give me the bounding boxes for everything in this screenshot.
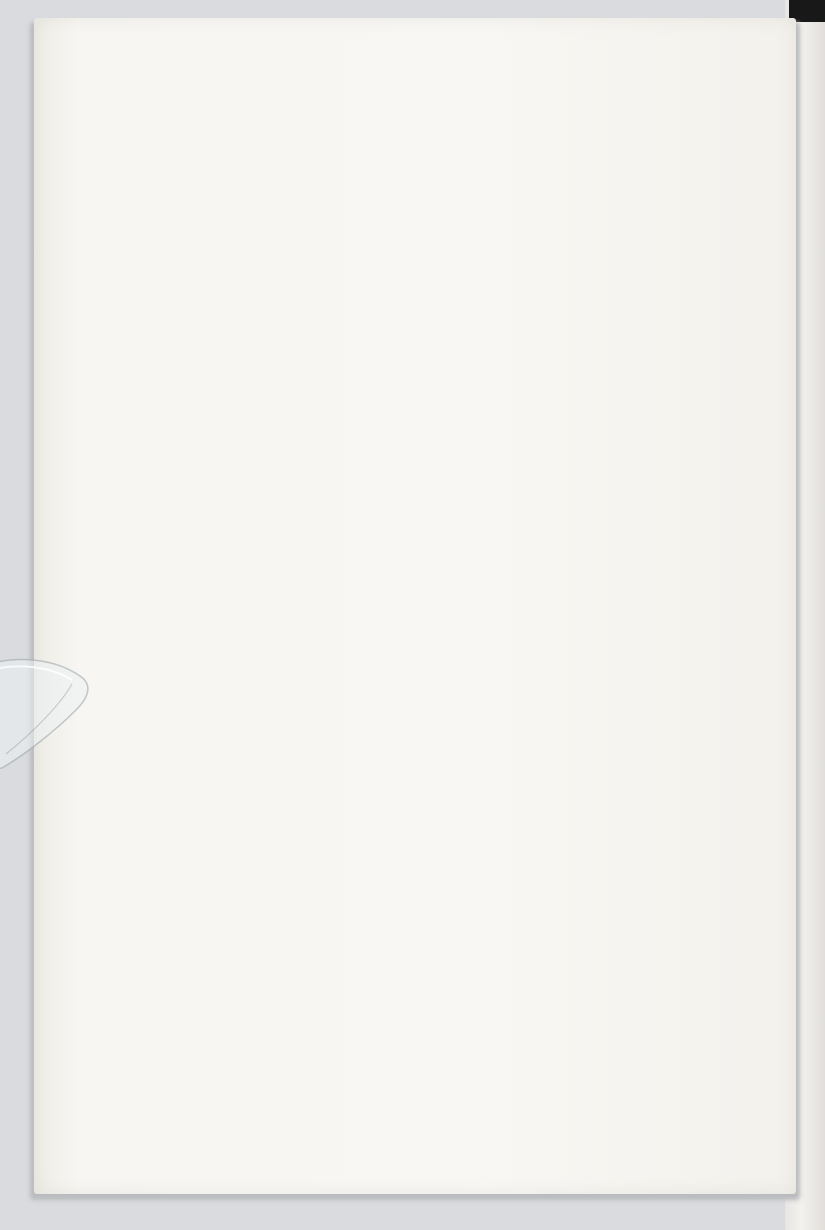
magnifier-glass-edge — [0, 650, 94, 770]
book-page — [34, 18, 796, 1194]
